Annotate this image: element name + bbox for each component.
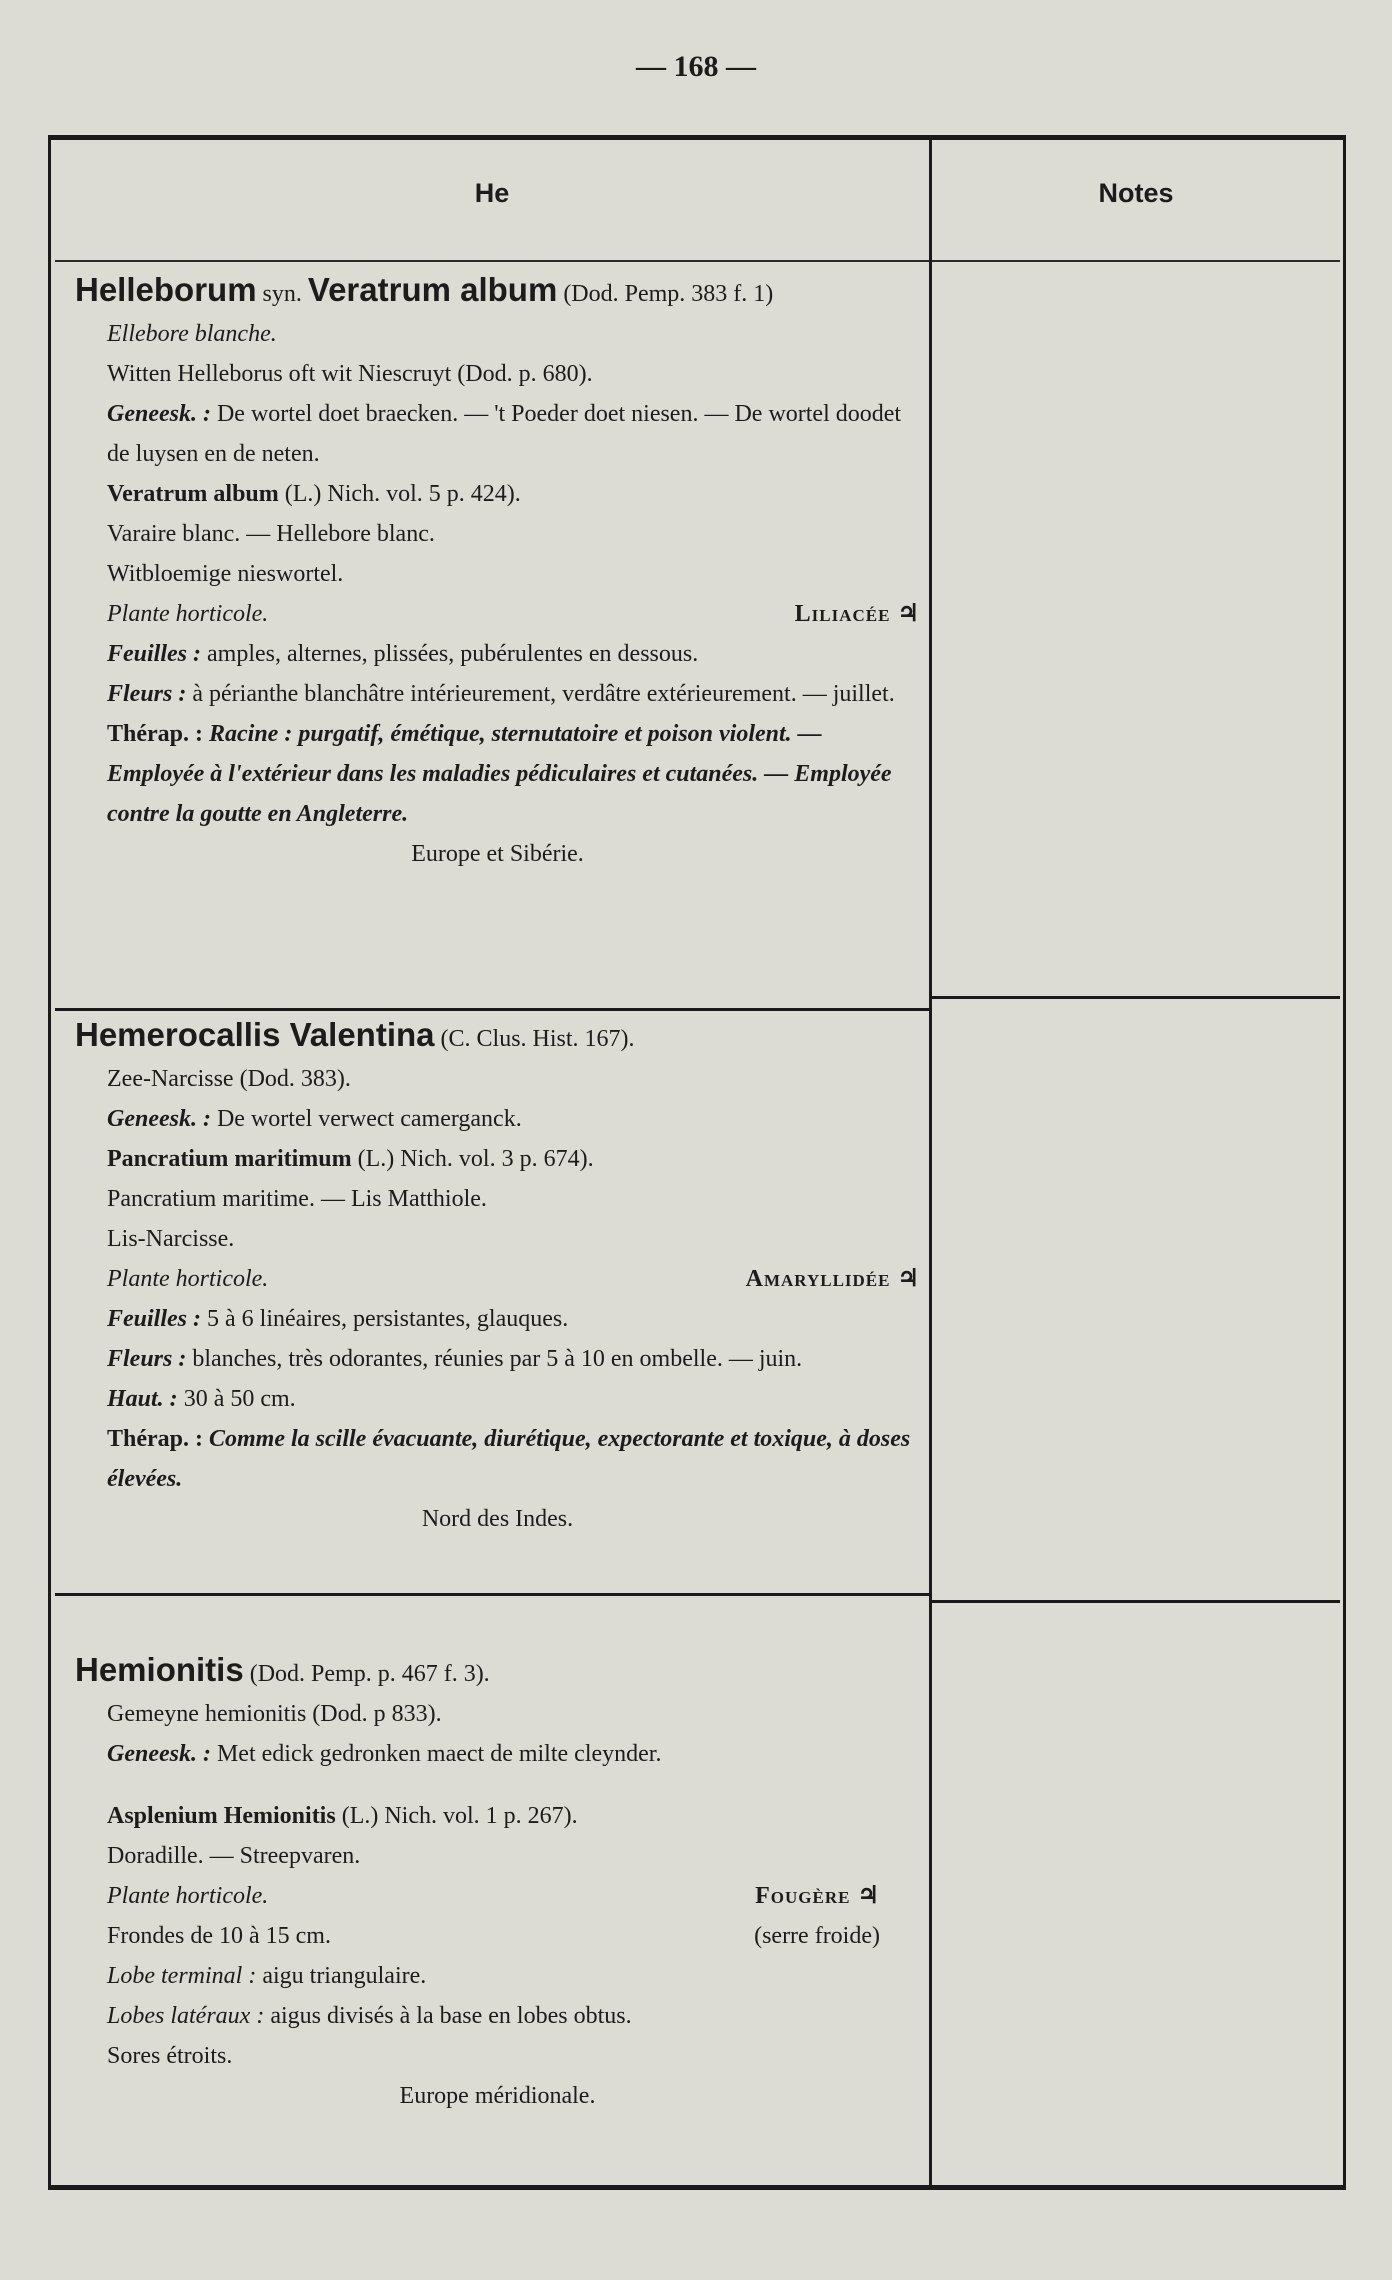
family-tag: Fougère ♃ — [755, 1883, 880, 1909]
column-header-notes: Notes — [1098, 178, 1174, 208]
notes-separator-2 — [932, 1600, 1340, 1603]
family-tag: Amaryllidée ♃ — [745, 1266, 920, 1292]
notes-separator-1 — [932, 996, 1340, 999]
family-tag: Liliacée ♃ — [794, 601, 920, 627]
page-number: — 168 — — [636, 50, 756, 83]
geneesk-text: Geneesk. : De wortel doet braecken. — 't Poeder doet niesen. — De wortel doodet de luysen en de neten. — [107, 401, 902, 467]
entry-hemionitis: Hemionitis (Dod. Pemp. p. 467 f. 3). Gemeyne hemionitis (Dod. p 833). Geneesk. : Met edick gedronken maect de milte cleynder. Asplenium Hemionitis (L.) Nich. vol. 1 p. 267). Doradille. — Streepvaren. Plante horticole. Fougère ♃ Frondes de 10 à 15 cm. (serre froide) Lobe terminal : aigu triangulaire. Lobes latéraux : aigus divisés à la base en lobes obtus. Sores étroits. Europe méridionale. — [75, 1650, 920, 2116]
entry-title: Helleborum syn. Veratrum album (Dod. Pemp. 383 f. 1) — [75, 271, 774, 308]
distribution: Europe et Sibérie. — [411, 841, 584, 867]
header-rule-left — [55, 260, 929, 262]
entry-helleborum: Helleborum syn. Veratrum album (Dod. Pemp. 383 f. 1) Ellebore blanche. Witten Helleborus oft wit Niescruyt (Dod. p. 680). Geneesk. : De wortel doet braecken. — 't Poeder doet niesen. — De wortel doodet de luysen en de neten. Veratrum album (L.) Nich. vol. 5 p. 424). Varaire blanc. — Hellebore blanc. Witbloemige nieswortel. Plante horticole. Liliacée ♃ Feuilles : amples, alternes, plissées, pubérulentes en dessous. Fleurs : à périanthe blanchâtre intérieurement, verdâtre extérieurement. — juillet. Thérap. : Racine : purgatif, émétique, sternutatoire et poison violent. — Employée à l'extérieur dans les maladies pédiculaires et cutanées. — Employée contre la goutte en Angleterre. Europe et Sibérie. — [75, 270, 920, 874]
entry-title: Hemerocallis Valentina (C. Clus. Hist. 167). — [75, 1016, 635, 1053]
entry-separator-2 — [55, 1593, 929, 1596]
distribution: Europe méridionale. — [399, 2083, 596, 2109]
column-header-left: He — [474, 178, 510, 208]
header-rule-right — [932, 260, 1340, 262]
entry-title: Hemionitis (Dod. Pemp. p. 467 f. 3). — [75, 1651, 490, 1688]
entry-separator-1 — [55, 1008, 929, 1011]
distribution: Nord des Indes. — [421, 1506, 574, 1532]
column-divider — [929, 140, 932, 2185]
entry-hemerocallis: Hemerocallis Valentina (C. Clus. Hist. 167). Zee-Narcisse (Dod. 383). Geneesk. : De wortel verwect camerganck. Pancratium maritimum (L.) Nich. vol. 3 p. 674). Pancratium maritime. — Lis Matthiole. Lis-Narcisse. Plante horticole. Amaryllidée ♃ Feuilles : 5 à 6 linéaires, persistantes, glauques. Fleurs : blanches, très odorantes, réunies par 5 à 10 en ombelle. — juin. Haut. : 30 à 50 cm. Thérap. : Comme la scille évacuante, diurétique, expectorante et toxique, à doses élevées. Nord des Indes. — [75, 1015, 920, 1539]
